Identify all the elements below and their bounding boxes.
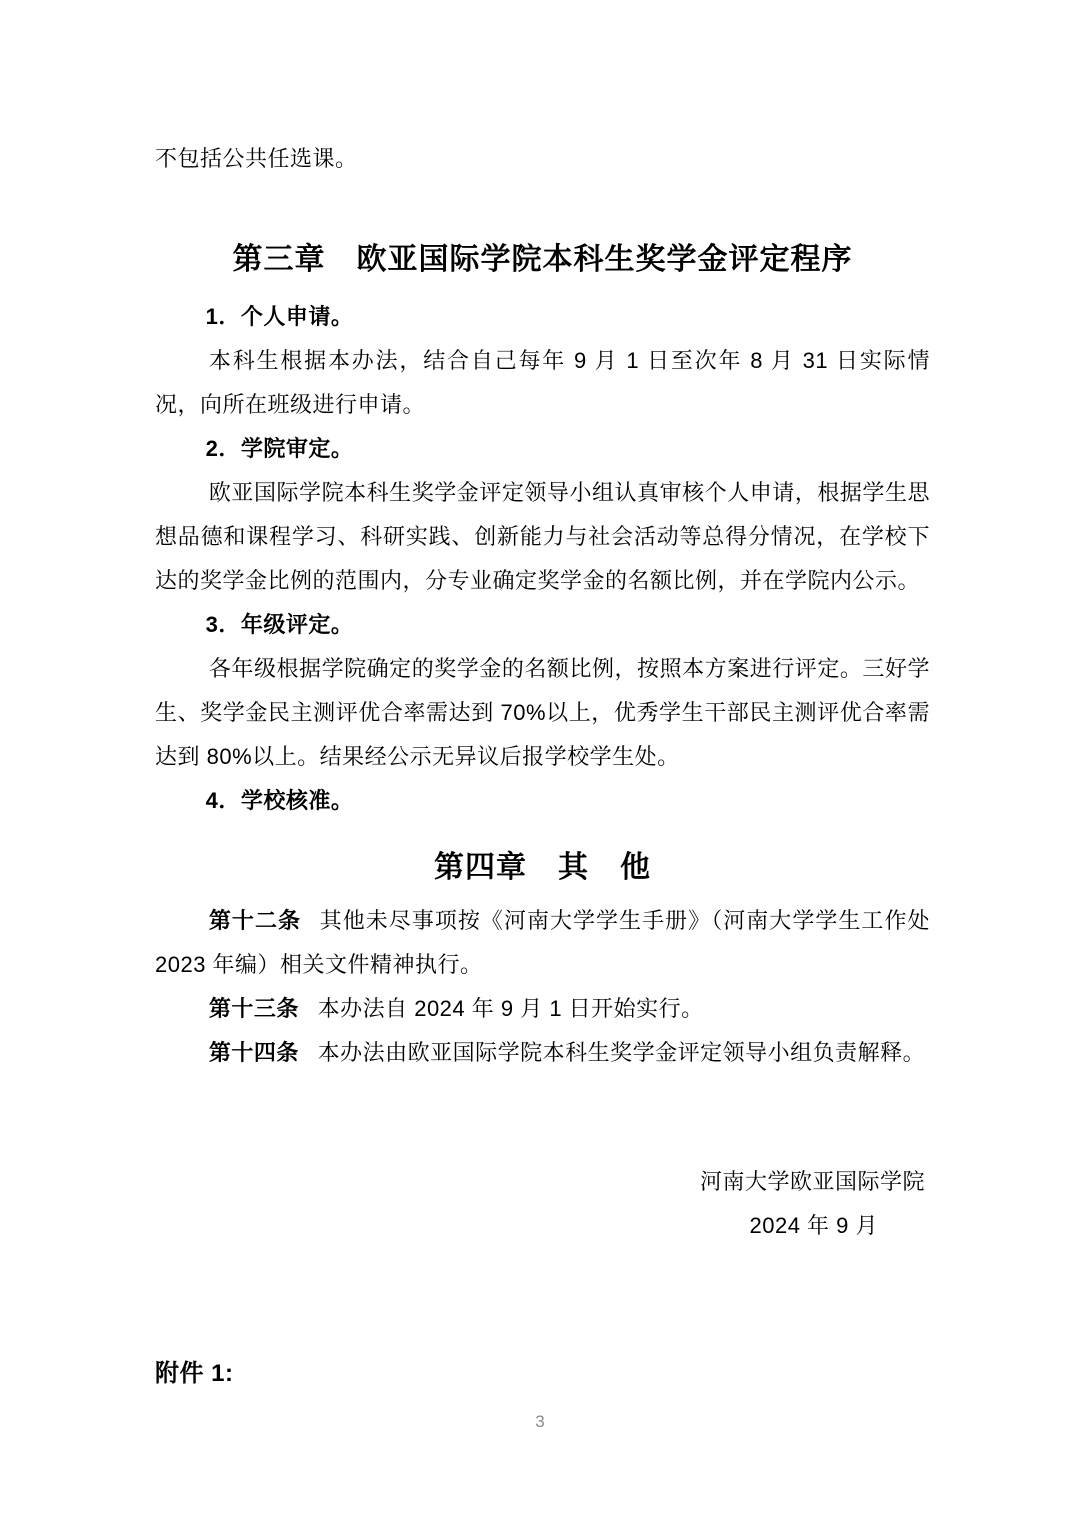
- article-12-label: 第十二条: [208, 908, 302, 933]
- attachment-label: 附件 1:: [155, 1360, 234, 1387]
- paragraph-continuation: 不包括公共任选课。: [155, 146, 358, 171]
- article-13-text: 本办法自 2024 年 9 月 1 日开始实行。: [317, 996, 704, 1021]
- signature-block: [155, 1160, 930, 1248]
- step3-heading: 3．年级评定。: [205, 612, 354, 637]
- article-12-text: 其他未尽事项按《河南大学学生手册》（河南大学学生工作处 2023 年编）相关文件精神执行。: [155, 908, 930, 977]
- chapter3-title: 第三章 欧亚国际学院本科生奖学金评定程序: [232, 243, 853, 276]
- step4-heading: 4．学校核准。: [205, 788, 354, 813]
- article-14-text: 本办法由欧亚国际学院本科生奖学金评定领导小组负责解释。: [317, 1040, 926, 1065]
- article-14: [155, 1031, 930, 1075]
- step1-heading: 1．个人申请。: [205, 304, 354, 329]
- article-13-label: 第十三条: [208, 996, 299, 1021]
- step2-heading: 2．学院审定。: [205, 436, 354, 461]
- article-12: [155, 899, 930, 987]
- step3-body: 各年级根据学院确定的奖学金的名额比例，按照本方案进行评定。三好学生、奖学金民主测评优合率需达到 70%以上，优秀学生干部民主测评优合率需达到 80%以上。结果经公示无异议后报学校学生处。: [155, 656, 930, 769]
- signature-date: 2024 年 9 月: [749, 1213, 878, 1238]
- article-13: [155, 987, 930, 1031]
- articles-block: [155, 899, 930, 1075]
- signature-organization: 河南大学欧亚国际学院: [699, 1169, 925, 1194]
- article-14-label: 第十四条: [208, 1040, 299, 1065]
- step2-body: 欧亚国际学院本科生奖学金评定领导小组认真审核个人申请，根据学生思想品德和课程学习、科研实践、创新能力与社会活动等总得分情况，在学校下达的奖学金比例的范围内，分专业确定奖学金的名额比例，并在学院内公示。: [155, 480, 930, 593]
- page-number: 3: [535, 1412, 545, 1431]
- chapter4-title: 第四章 其 他: [434, 851, 651, 884]
- step1-body: 本科生根据本办法，结合自己每年 9 月 1 日至次年 8 月 31 日实际情况，向所在班级进行申请。: [155, 348, 930, 417]
